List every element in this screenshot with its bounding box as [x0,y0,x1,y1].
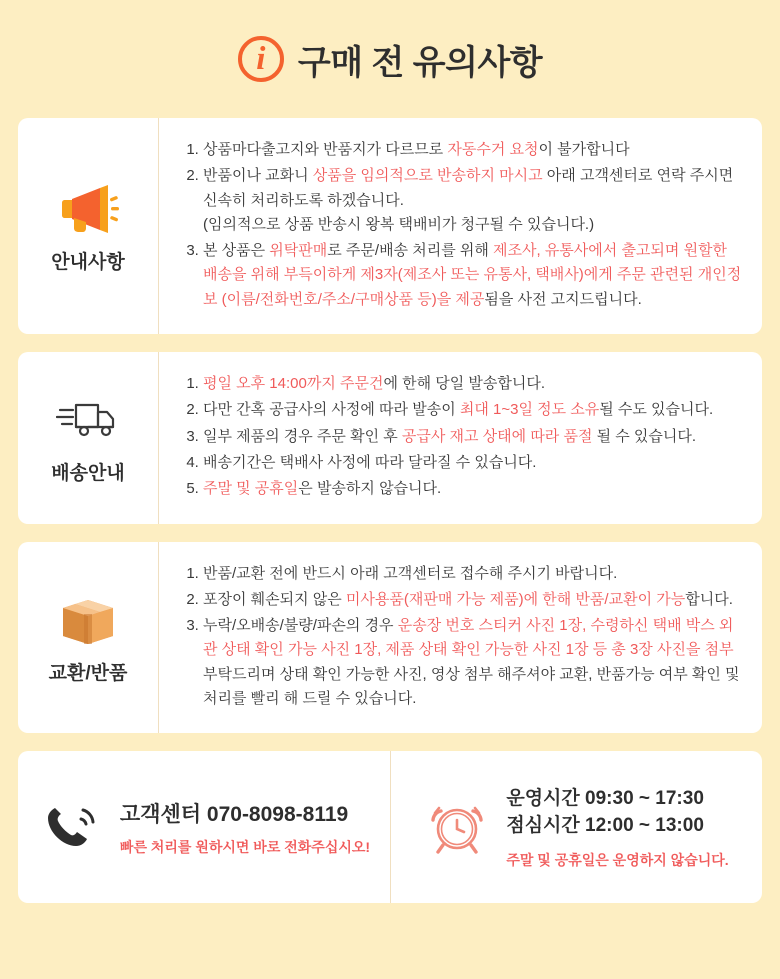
info-circle-icon [238,36,284,82]
list-item [203,588,744,612]
text-fragment: 일부 제품의 경우 주문 확인 후 [203,427,402,445]
list-item [203,372,713,396]
text-fragment-highlight: 공급사 재고 상태에 따라 품절 [401,427,593,445]
info-icon-glyph: i [256,40,266,77]
exchange-list [181,562,744,714]
text-fragment: 포장이 훼손되지 않은 [203,590,346,608]
text-fragment-highlight: 주말 및 공휴일 [203,480,299,498]
text-fragment: 이 불가합니다 [538,141,630,158]
section-card-delivery [18,352,762,523]
text-fragment-highlight: 평일 오후 14:00까지 주문건 [203,375,384,393]
section-icon-label-exchange [18,542,158,734]
delivery-truck-icon [55,390,121,448]
text-fragment: 아래 고객센터로 연락 주시면 신속히 처리하도록 하겠습니다. [203,167,734,209]
customer-center-note: 빠른 처리를 원하시면 바로 전화주십시오! [119,838,371,855]
page-title: 구매 전 유의사항 [297,43,543,82]
list-item [203,239,744,312]
section-label: 안내사항 [51,251,125,273]
section-card-exchange [18,542,762,734]
delivery-list [181,372,713,503]
section-label: 배송안내 [51,463,125,485]
page-header [18,0,762,118]
text-fragment-highlight: 운송장 번호 스티커 사진 1장, 수령하신 택배 박스 외관 상태 확인 가능 사진 1장, 제품 상태 확인 가능한 사진 1장 등 총 3장 사진을 첨부 [203,617,734,659]
list-item [203,164,744,237]
text-fragment: 에 한해 당일 발송합니다. [383,375,546,393]
text-fragment: 은 발송하지 않습니다. [298,480,442,498]
text-fragment: 로 주문/배송 처리를 위해 [327,242,494,260]
list-item [203,562,744,586]
operating-hours-line1: 운영시간 09:30 ~ 17:30 [506,787,704,809]
text-fragment-highlight: 제조사, 유통사에서 출고되며 원할한 배송을 위해 부득이하게 제3자(제조사 또는 유통사, 택배사)에게 주문 관련된 개인정보 (이름/전화번호/주소/구매상품 등)을 제공 [203,242,742,308]
text-fragment: 반품/교환 전에 반드시 아래 고객센터로 접수해 주시기 바랍니다. [203,564,618,582]
section-icon-label-delivery [18,352,158,523]
list-item [203,398,713,422]
text-fragment: 누락/오배송/불량/파손의 경우 [203,617,398,635]
section-content-notice [158,118,762,334]
text-fragment: 반품이나 교화니 [203,167,313,185]
customer-center-phone: 고객센터 070-8098-8119 [119,802,349,826]
section-card-notice [18,118,762,334]
section-content-delivery [158,352,762,523]
text-fragment: 합니다. [685,590,733,608]
text-fragment-highlight: 최대 1~3일 정도 소유 [459,401,600,419]
parcel-box-icon [55,590,121,648]
text-fragment-highlight: 자동수거 요청 [447,141,539,158]
text-fragment: 부탁드리며 상태 확인 가능한 사진, 영상 첨부 해주셔야 교환, 반품가능 여부 확인 및 처리를 빨리 해 드릴 수 있습니다. [203,665,740,708]
text-fragment: 될 수도 있습니다. [599,401,714,419]
operating-hours-text [506,785,728,870]
operating-hours-note: 주말 및 공휴일은 운영하지 않습니다. [506,851,729,868]
section-content-exchange [158,542,762,734]
text-fragment: 본 상품은 [203,242,270,260]
text-fragment: (임의적으로 상품 반송시 왕복 택배비가 청구될 수 있습니다.) [203,215,595,233]
text-fragment: 배송기간은 택배사 사정에 따라 달라질 수 있습니다. [203,453,537,471]
notice-list [181,138,744,314]
list-item [203,477,713,501]
text-fragment-highlight: 상품을 임의적으로 반송하지 마시고 [312,167,543,185]
operating-hours-line2: 점심시간 12:00 ~ 13:00 [506,815,704,837]
operating-hours-block [390,751,762,903]
text-fragment: 상품마다출고지와 반품지가 다르므로 [203,141,448,158]
list-item [203,614,744,711]
customer-center-block [18,751,390,903]
text-fragment: 다만 간혹 공급사의 사정에 따라 발송이 [203,401,460,419]
text-fragment-highlight: 미사용품(재판매 가능 제품)에 한해 반품/교환이 가능 [345,590,686,608]
section-icon-label-notice [18,118,158,334]
text-fragment-highlight: 위탁판매 [269,242,328,260]
text-fragment: 됨을 사전 고지드립니다. [484,290,642,308]
phone-ringing-icon [38,798,104,856]
section-label: 교환/반품 [48,662,128,684]
alarm-clock-icon [424,798,490,856]
customer-center-text [120,798,370,857]
text-fragment: 될 수 있습니다. [592,427,697,445]
list-item [203,425,713,449]
list-item [203,138,744,162]
customer-center-card [18,751,762,903]
list-item [203,451,713,475]
megaphone-icon [55,179,121,237]
